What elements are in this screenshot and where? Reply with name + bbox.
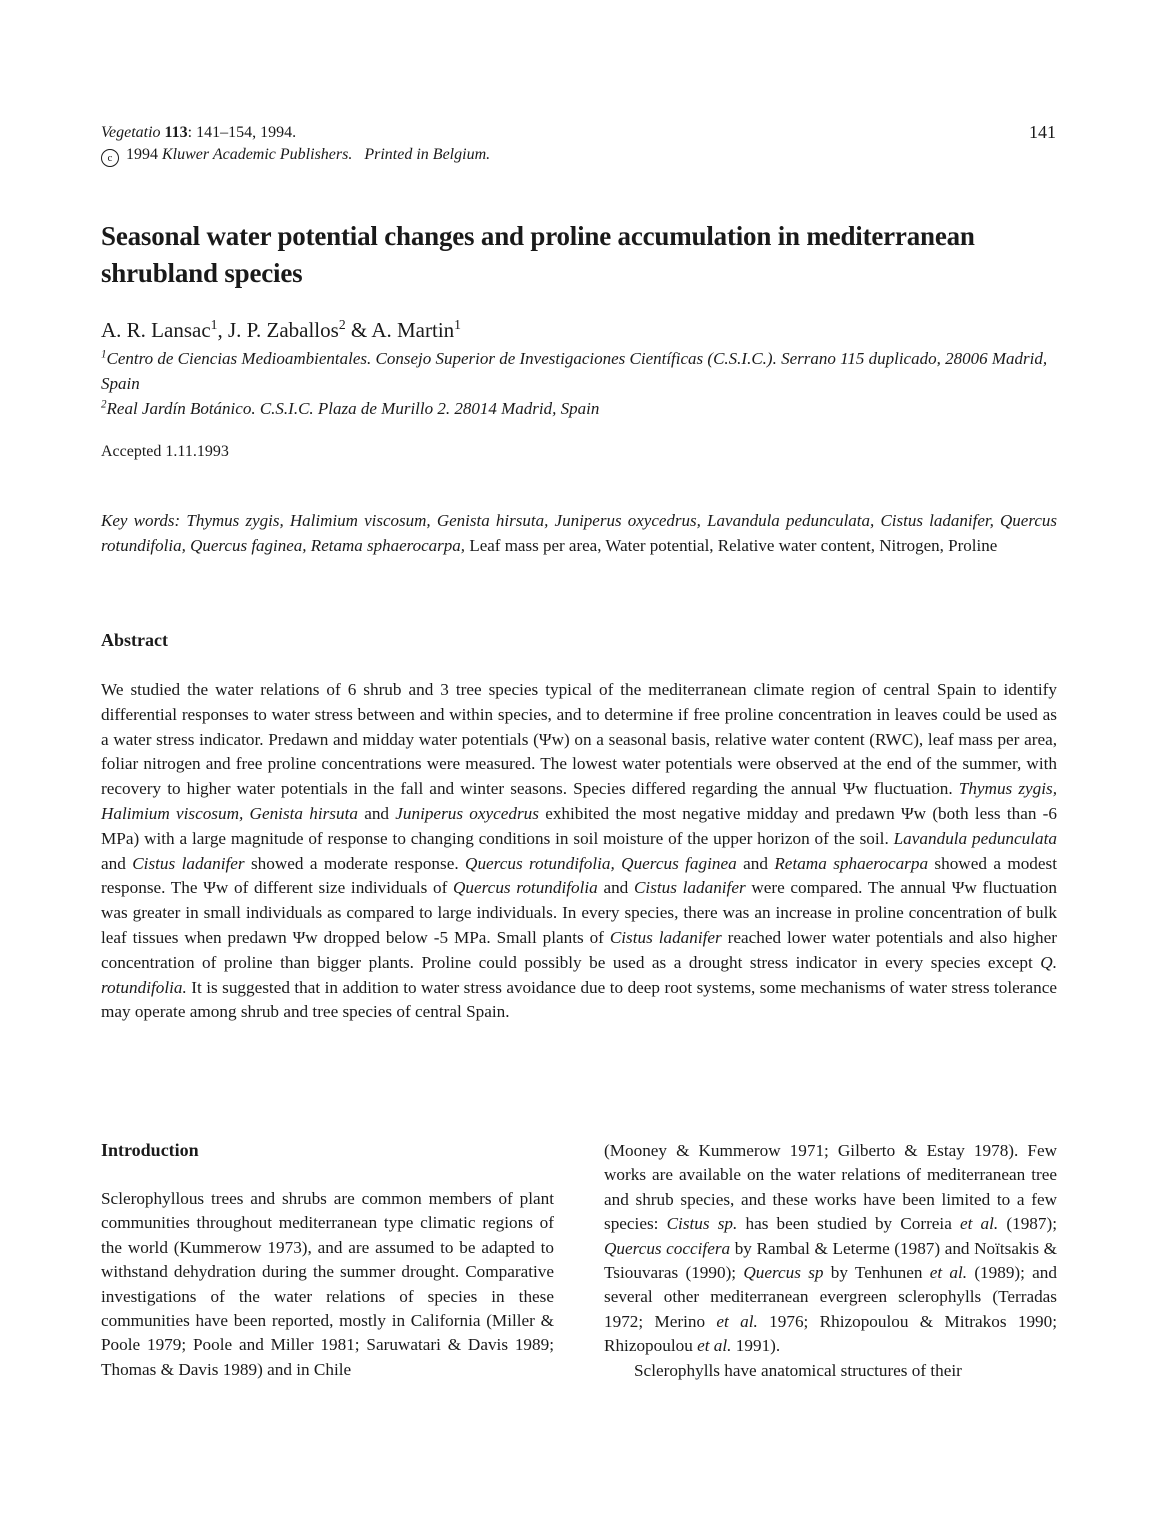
species-name: Cistus sp. xyxy=(666,1214,738,1234)
introduction-paragraph xyxy=(604,1139,1057,1359)
affiliation-mark: 2 xyxy=(101,398,107,411)
species-name: Quercus sp xyxy=(743,1263,824,1283)
introduction-heading: Introduction xyxy=(101,1140,199,1160)
species-name: Cistus ladanifer xyxy=(633,878,746,898)
keywords-label: Key words: xyxy=(101,511,181,530)
journal-line-1 xyxy=(101,122,490,144)
species-name: Cistus ladanifer xyxy=(132,853,245,873)
et-al: et al. xyxy=(716,1311,758,1331)
author-affil-mark: 2 xyxy=(338,317,346,332)
author-affil-mark: 1 xyxy=(210,317,218,332)
species-name: Q. rotundifolia. xyxy=(101,952,1057,997)
et-al: et al. xyxy=(960,1214,999,1234)
abstract-text: and xyxy=(101,853,133,873)
body-text: 1976; Rhizopoulou & Mitrakos 1990; Rhizopoulou xyxy=(604,1311,1058,1356)
species-name: Cistus ladanifer xyxy=(609,927,722,947)
et-al: et al. xyxy=(929,1263,968,1283)
abstract-text: It is suggested that in addition to water stress avoidance due to deep root systems, some mechanisms of water stress tolerance may operate among shrub and tree species of central Spain. xyxy=(101,977,1057,1022)
species-name: Quercus coccifera xyxy=(604,1238,731,1258)
abstract-text: and xyxy=(736,853,775,873)
author-separator: & xyxy=(345,318,372,342)
affiliation-text: Centro de Ciencias Medioambientales. Consejo Superior de Investigaciones Científicas (C.S.I.C.). Serrano 115 duplicado, 28006 Madrid, Spain xyxy=(101,349,1048,393)
publisher: Kluwer Academic Publishers. xyxy=(162,146,353,163)
abstract-text: and xyxy=(357,803,396,823)
author-name: A. Martin xyxy=(371,318,455,342)
body-text: (1989); and several other mediterranean evergreen sclerophylls (Terradas 1972; Merino xyxy=(604,1263,1057,1331)
author-affil-mark: 1 xyxy=(454,317,461,332)
affiliations xyxy=(101,346,1061,421)
journal-pages-year: : 141–154, 1994. xyxy=(187,124,297,141)
copyright-year: 1994 xyxy=(122,146,162,163)
abstract-text: showed a modest response. The Ψw of different size individuals of xyxy=(101,853,1057,898)
printed-location: Printed in Belgium. xyxy=(364,146,491,163)
abstract-text: exhibited the most negative midday and predawn Ψw (both less than -6 MPa) with a large magnitude of response to changing conditions in soil moisture of the upper horizon of the soil. xyxy=(101,803,1057,848)
journal-name: Vegetatio xyxy=(101,124,161,141)
copyright-icon: c xyxy=(101,149,119,167)
introduction-paragraph: Sclerophyllous trees and shrubs are common members of plant communities throughout mediterranean type climatic regions of the world (Kummerow 1973), and are assumed to be adapted to withstand dehydration during the summer drought. Comparative investigations of the water relations of species in these communities have been reported, mostly in California (Miller & Poole 1979; Poole and Miller 1981; Saruwatari & Davis 1989; Thomas & Davis 1989) and in Chile xyxy=(101,1189,554,1379)
journal-line-2 xyxy=(101,144,490,167)
accepted-date: Accepted 1.11.1993 xyxy=(101,443,229,460)
keywords-species: Thymus zygis, Halimium viscosum, Genista hirsuta, Juniperus oxycedrus, Lavandula pedunculata, Cistus ladanifer, Quercus rotundifolia, Quercus faginea, Retama sphaerocarpa, xyxy=(101,511,1058,555)
affiliation-mark: 1 xyxy=(101,348,107,361)
body-text: 1991). xyxy=(731,1336,781,1356)
author-separator: , xyxy=(217,318,228,342)
abstract-heading: Abstract xyxy=(101,630,168,650)
author-name: A. R. Lansac xyxy=(101,318,211,342)
page-number: 141 xyxy=(1029,122,1056,142)
introduction-left-column xyxy=(101,1187,554,1382)
author-list xyxy=(101,316,461,344)
body-text: by Rambal & Leterme (1987) and Noïtsakis & Tsiouvaras (1990); xyxy=(604,1238,1057,1283)
journal-citation xyxy=(101,122,490,167)
species-name: Quercus rotundifolia xyxy=(453,878,598,898)
body-text: (1987); xyxy=(998,1214,1057,1234)
keywords xyxy=(101,509,1057,558)
abstract-text: and xyxy=(597,878,634,898)
affiliation-2 xyxy=(101,396,1061,421)
abstract-text: We studied the water relations of 6 shrub and 3 tree species typical of the mediterranean climate region of central Spain to identify differential responses to water stress between and within species, and to determine if free proline concentration in leaves could be used as a water stress indicator. Predawn and midday water potentials (Ψw) on a seasonal basis, relative water content (RWC), leaf mass per area, foliar nitrogen and free proline concentrations were measured. The lowest water potentials were observed at the end of the summer, with recovery to higher water potentials in the fall and winter seasons. Species differed regarding the annual Ψw fluctuation. xyxy=(101,680,1057,799)
abstract-text: reached lower water potentials and also higher concentration of proline than bigger plants. Proline could possibly be used as a drought stress indicator in every species except xyxy=(101,927,1057,972)
body-text: (Mooney & Kummerow 1971; Gilberto & Estay 1978). Few works are available on the water relations of mediterranean tree and shrub species, and these works have been limited to a few species: xyxy=(604,1141,1057,1234)
species-name: Lavandula pedunculata xyxy=(893,828,1057,848)
species-name: Thymus zygis, Halimium viscosum, Genista hirsuta xyxy=(101,779,1057,823)
body-text: has been studied by Correia xyxy=(737,1214,960,1234)
abstract-text: showed a moderate response. xyxy=(244,853,466,873)
author-name: J. P. Zaballos xyxy=(227,318,339,342)
body-text: by Tenhunen xyxy=(823,1263,930,1283)
species-name: Juniperus oxycedrus xyxy=(395,803,539,823)
journal-volume: 113 xyxy=(164,124,188,141)
abstract-body xyxy=(101,678,1057,1025)
affiliation-text: Real Jardín Botánico. C.S.I.C. Plaza de Murillo 2. 28014 Madrid, Spain xyxy=(106,399,600,418)
paper-title: Seasonal water potential changes and proline accumulation in mediterranean shrubland species xyxy=(101,221,975,288)
affiliation-1 xyxy=(101,346,1061,396)
species-name: Retama sphaerocarpa xyxy=(774,853,929,873)
et-al: et al. xyxy=(697,1336,732,1356)
introduction-right-column xyxy=(604,1139,1057,1383)
abstract-text: were compared. The annual Ψw fluctuation was greater in small individuals as compared to large individuals. In every species, there was an increase in proline concentration of bulk leaf tissues when predawn Ψw dropped below -5 MPa. Small plants of xyxy=(101,878,1057,947)
species-name: Quercus rotundifolia, Quercus faginea xyxy=(465,853,737,873)
keywords-terms: Leaf mass per area, Water potential, Relative water content, Nitrogen, Proline xyxy=(465,535,998,555)
introduction-paragraph: Sclerophylls have anatomical structures of their xyxy=(634,1360,962,1380)
